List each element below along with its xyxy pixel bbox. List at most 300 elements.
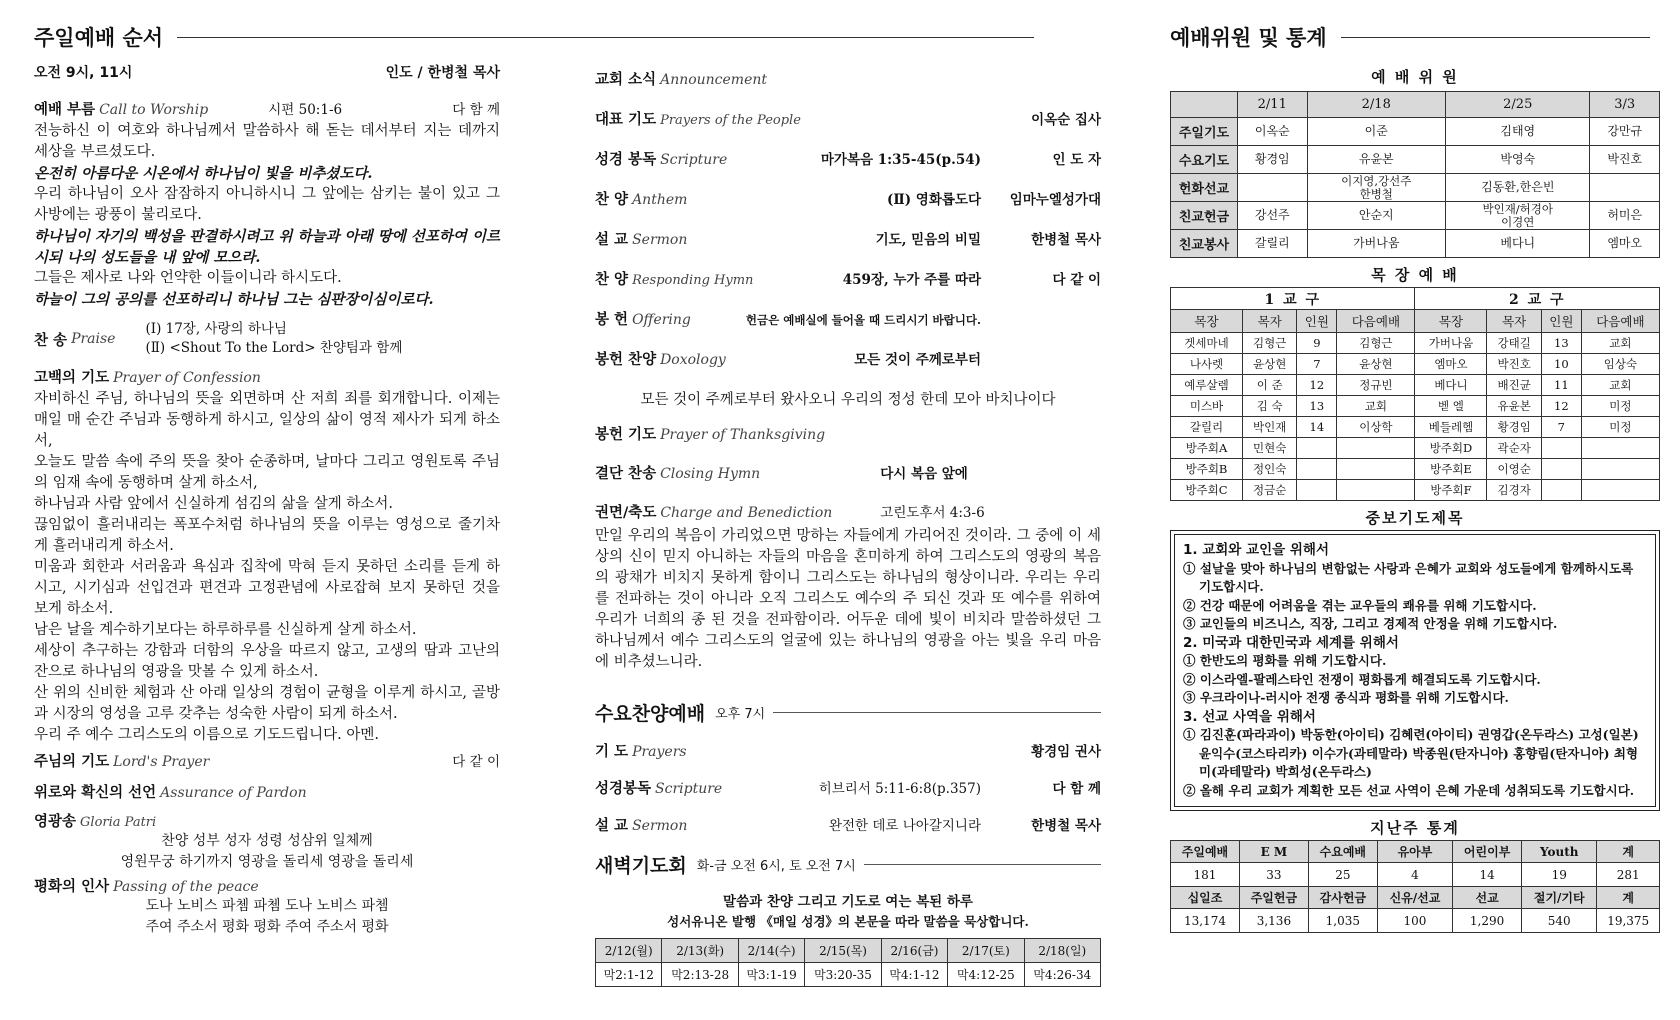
pastoral-cell: 정규빈 [1337,375,1415,396]
committee-member: 엠마오 [1590,230,1660,258]
pastoral-cell [1541,480,1581,501]
pastoral-cell: 나사렛 [1171,354,1243,375]
stats-label: 계 [1597,841,1660,863]
order-item [595,268,1101,289]
wednesday-item-who: 한병철 목사 [1031,818,1101,834]
stats-value: 3,136 [1239,909,1308,933]
pastoral-cell: 방주회B [1171,459,1243,480]
stats-value: 181 [1171,863,1240,887]
order-item-label: 설 교 [595,232,629,248]
committee-row [1171,202,1660,230]
stats-label: 수요예배 [1308,841,1377,863]
praise-row [34,320,500,358]
wednesday-item-detail: 히브리서 5:11-6:8(p.357) [818,781,981,797]
prayer-item: ③ 우크라이나-러시아 전쟁 종식과 평화를 위해 기도합시다. [1183,690,1509,705]
peace-line-2: 주여 주소서 평화 평화 주여 주소서 평화 [145,919,389,935]
order-item-eng: Sermon [632,232,688,248]
order-item-label: 봉헌 찬양 [595,352,657,368]
call-who: 다 함 께 [452,102,500,118]
prayer-list [1174,534,1656,807]
pastoral-row [1171,480,1660,501]
pastoral-cell: 10 [1541,354,1581,375]
pastoral-cell: 이영순 [1487,459,1541,480]
stats-value: 14 [1453,863,1522,887]
wednesday-item-who: 다 함 께 [1052,781,1101,797]
thanksgiving-row [595,423,1101,444]
committee-row [1171,174,1660,202]
confession-line: 오늘도 말씀 속에 주의 뜻을 찾아 순종하며, 날마다 그리고 영원토록 주님의 임재 속에 동행하며 살게 하소서, [34,454,500,491]
order-item [595,108,1101,129]
confession-line: 끊임없이 흘러내리는 폭포수처럼 하나님의 뜻을 이루는 영성으로 줄기차게 흘러내리게 하소서. [34,517,500,554]
prayer-item: ② 올해 우리 교회가 계획한 모든 선교 사역이 은혜 가운데 성취되도록 기도합시다. [1183,782,1635,798]
dawn-note: 성서유니온 발행 《매일 성경》의 본문을 따라 말씀을 묵상합니다. [667,914,1029,929]
dawn-ref: 막3:20-35 [805,963,881,987]
committee-member: 박인재/허경아 이경연 [1446,202,1590,230]
stats-table [1170,840,1660,933]
order-item-detail: 459장, 누가 주를 따라 [842,272,981,288]
stats-label: 주일예배 [1171,841,1240,863]
pastoral-cell: 임상숙 [1581,354,1659,375]
committee-header [1171,92,1660,118]
committee-member: 안순지 [1307,202,1446,230]
stats-caption: 지난주 통계 [1370,819,1460,837]
page-title: 주일예배 순서 [34,26,164,50]
attendance-header [1171,841,1660,863]
order-item-who: 이옥순 집사 [1031,112,1101,128]
committee-member: 이지영,강선주 한병철 [1307,174,1446,202]
order-items [595,68,1101,369]
praise-label: 찬 송 [34,332,68,349]
dawn-refs-row [596,963,1101,987]
order-item-eng: Doxology [660,352,726,368]
dawn-prayer-title [595,851,1101,878]
pastoral-cell: 갈릴리 [1171,417,1243,438]
pastoral-cell [1297,459,1337,480]
dawn-time: 화-금 오전 6시, 토 오전 7시 [696,859,856,874]
pastoral-cell: 김형근 [1337,333,1415,354]
stats-label: Youth [1522,841,1597,863]
confession-line: 하나님과 사람 앞에서 신실하게 섬김의 삶을 살게 하소서. [34,496,394,512]
prayer-heading: 1. 교회와 교인을 위해서 [1183,542,1329,558]
pastoral-col: 목장 [1171,310,1243,333]
pastoral-cell: 민현숙 [1243,438,1297,459]
thanksgiving-label: 봉헌 기도 [595,427,657,443]
wednesday-item-eng: Scripture [655,781,723,797]
order-item-label: 찬 양 [595,272,629,288]
assurance-eng: Assurance of Pardon [160,785,307,801]
wednesday-item-eng: Prayers [632,744,687,760]
pastoral-cell: 12 [1541,396,1581,417]
dawn-date: 2/18(일) [1024,939,1100,963]
pastoral-cell: 13 [1541,333,1581,354]
prayer-item: ① 김진훈(파라과이) 박동한(아이티) 김혜련(아이티) 권영갑(온두라스) 고성(일본) 윤익수(코스타리카) 이수가(과테말라) 박종원(탄자니아) 홍향림(탄자니아) 최형미(과테말라) 박희성(온두라스) [1183,727,1639,779]
pastoral-cell: 교회 [1337,396,1415,417]
order-item-detail: 마가복음 1:35-45(p.54) [820,152,981,168]
order-item-label: 대표 기도 [595,112,657,128]
dawn-ref: 막2:1-12 [596,963,662,987]
committee-member: 이옥순 [1238,118,1308,146]
pastoral-cell [1337,459,1415,480]
peace-label: 평화의 인사 [34,879,110,895]
order-item [595,68,1101,89]
committee-member: 김동환,한은빈 [1446,174,1590,202]
committee-role: 주일기도 [1171,118,1238,146]
pastoral-row [1171,438,1660,459]
left-column [34,62,500,938]
dawn-ref: 막2:13-28 [662,963,738,987]
offering-values [1171,909,1660,933]
committee-role: 헌화선교 [1171,174,1238,202]
pastoral-cell: 윤상현 [1337,354,1415,375]
wednesday-item-label: 설 교 [595,818,629,834]
pastoral-cell: 박진호 [1487,354,1541,375]
committee-row [1171,146,1660,174]
closing-eng: Closing Hymn [660,466,761,482]
right-title-rule [1341,37,1650,38]
pastoral-cell: 유윤본 [1487,396,1541,417]
wednesday-time: 오후 7시 [715,707,766,722]
call-line: 우리 하나님이 오사 잠잠하지 아니하시니 그 앞에는 삼키는 불이 있고 그 사방에는 광풍이 불리로다. [34,186,500,223]
pastoral-row [1171,354,1660,375]
pastoral-cell [1581,480,1659,501]
pastoral-cell: 미정 [1581,417,1659,438]
confession-line: 산 위의 신비한 체험과 산 아래 일상의 경험이 균형을 이루게 하시고, 골방과 시장의 영성을 고루 갖추는 성숙한 사람이 되게 하소서. [34,685,500,722]
gloria-line-2: 영원무궁 하기까지 영광을 돌리세 영광을 돌리세 [120,854,414,870]
benediction-text: 만일 우리의 복음이 가리었으면 망하는 자들에게 가리어진 것이라. 그 중에 이 세상의 신이 믿지 아니하는 자들의 마음을 혼미하게 하여 그리스도의 영광의 복음의 광채가 비치지 못하게 함이니 그리스도는 하나님의 형상이니라. 우리는 우리를 전파하는 것이 아니라 오직 그리스도 예수의 주 되신 것과 또 예수를 위하여 우리가 너희의 종 된 것을 전파함이라. 어두운 데에 빛이 비치라 말씀하셨던 그 하나님께서 예수 그리스도의 얼굴에 있는 하나님의 영광을 아는 빛을 우리 마음에 비추셨느니라. [595,528,1102,670]
stats-value: 1,290 [1453,909,1522,933]
pastoral-cell [1541,459,1581,480]
order-item [595,188,1101,209]
call-line: 하나님이 자기의 백성을 판결하시려고 위 하늘과 아래 땅에 선포하여 이르시되 나의 성도들을 내 앞에 모으라. [34,228,500,266]
dawn-rule [864,864,1101,865]
pastoral-cell: 겟세마네 [1171,333,1243,354]
pastoral-body [1171,333,1660,501]
benediction-label: 권면/축도 [595,505,657,521]
committee-stats-title [1170,22,1650,52]
pastoral-cell: 교회 [1581,375,1659,396]
pastoral-cell: 베다니 [1415,375,1487,396]
dawn-ref: 막4:26-34 [1024,963,1100,987]
order-item-label: 찬 양 [595,192,629,208]
pastoral-cell: 미정 [1581,396,1659,417]
pastoral-cell: 정금순 [1243,480,1297,501]
pastoral-cell: 베들레헴 [1415,417,1487,438]
pastoral-col: 다음예배 [1337,310,1415,333]
pastoral-row [1171,375,1660,396]
dawn-date: 2/15(목) [805,939,881,963]
prayer-item: ② 건강 때문에 어려움을 겪는 교우들의 쾌유를 위해 기도합시다. [1183,597,1537,613]
confession-line: 자비하신 주님, 하나님의 뜻을 외면하며 산 저희 죄를 회개합니다. 이제는 매일 매 순간 주님과 동행하게 하시고, 일상의 삶이 영적 제사가 되게 하소서, [34,391,500,449]
dawn-date: 2/17(토) [948,939,1024,963]
committee-role: 친교헌금 [1171,202,1238,230]
order-item-label: 교회 소식 [595,72,657,88]
prayer-item: ① 한반도의 평화를 위해 기도합시다. [1183,653,1387,668]
committee-member [1590,174,1660,202]
pastoral-cell: 박인재 [1243,417,1297,438]
stats-label: 신유/선교 [1377,887,1452,909]
pastoral-cell: 9 [1297,333,1337,354]
pastoral-row [1171,333,1660,354]
stats-value: 19,375 [1597,909,1660,933]
order-item-eng: Scripture [660,152,728,168]
pastoral-col: 다음예배 [1581,310,1659,333]
committee-member: 박진호 [1590,146,1660,174]
pastoral-table [1170,287,1660,501]
committee-row [1171,118,1660,146]
committee-member: 박영숙 [1446,146,1590,174]
order-item [595,308,1101,329]
service-leader: 인도 / 한병철 목사 [385,65,500,81]
right-title: 예배위원 및 통계 [1170,26,1327,50]
pastoral-cell: 방주회C [1171,480,1243,501]
stats-value: 33 [1239,863,1308,887]
order-item [595,228,1101,249]
pastoral-col: 인원 [1297,310,1337,333]
pastoral-cell: 교회 [1581,333,1659,354]
pastoral-cell: 7 [1297,354,1337,375]
order-item-who: 인 도 자 [1052,152,1101,168]
pastoral-cell: 강태길 [1487,333,1541,354]
pastoral-cell [1337,438,1415,459]
pastoral-col: 인원 [1541,310,1581,333]
dawn-dates-row [596,939,1101,963]
committee-member: 강선주 [1238,202,1308,230]
pastoral-cell [1581,459,1659,480]
call-ref: 시편 50:1-6 [268,102,343,118]
pastoral-cell: 황경임 [1487,417,1541,438]
district-2: 2 교 구 [1415,288,1660,310]
pastoral-cell: 미스바 [1171,396,1243,417]
order-item-detail: (Ⅱ) 영화롭도다 [886,192,981,208]
pastoral-cell: 12 [1297,375,1337,396]
committee-member: 허미은 [1590,202,1660,230]
wednesday-item-who: 황경임 권사 [1031,744,1101,760]
pastoral-cell [1581,438,1659,459]
wednesday-item [595,814,1101,835]
pastoral-cell: 이 준 [1243,375,1297,396]
pastoral-cell [1541,438,1581,459]
order-of-worship-title [34,22,1034,52]
praise-hymn-2: (Ⅱ) <Shout To the Lord> 찬양팀과 함께 [145,340,403,356]
order-item-eng: Responding Hymn [632,273,754,288]
order-item-eng: Offering [632,312,691,328]
prayer-item: ③ 교인들의 비즈니스, 직장, 그리고 경제적 안정을 위해 기도합시다. [1183,616,1558,631]
pastoral-cell: 14 [1297,417,1337,438]
committee-member: 베다니 [1446,230,1590,258]
gloria-line-1: 찬양 성부 성자 성령 성삼위 일체께 [161,833,373,849]
stats-label: 계 [1597,887,1660,909]
dawn-date: 2/13(화) [662,939,738,963]
peace-line-1: 도나 노비스 파쳄 파쳄 도나 노비스 파쳄 [145,898,389,914]
pastoral-cell: 벧 엘 [1415,396,1487,417]
wednesday-item-label: 기 도 [595,744,629,760]
order-item-who: 다 같 이 [1052,272,1101,288]
gloria-lyrics [34,831,500,873]
committee-member: 김태영 [1446,118,1590,146]
pastoral-cell: 가버나움 [1415,333,1487,354]
committee-member: 황경임 [1238,146,1308,174]
confession-line: 남은 날을 계수하기보다는 하루하루를 신실하게 살게 하소서. [34,622,417,638]
lords-prayer-row [34,750,500,771]
committee-member: 갈릴리 [1238,230,1308,258]
peace-lyrics [34,896,500,938]
stats-value: 100 [1377,909,1452,933]
stats-value: 13,174 [1171,909,1240,933]
stats-value: 540 [1522,909,1597,933]
committee-date: 2/18 [1307,92,1446,118]
stats-value: 19 [1522,863,1597,887]
wednesday-service-title [595,699,1101,726]
pastoral-cell: 엠마오 [1415,354,1487,375]
pastoral-cell: 김경자 [1487,480,1541,501]
confession-prayer [34,389,500,746]
committee-caption: 예 배 위 원 [1371,68,1459,86]
confession-line: 우리 주 예수 그리스도의 이름으로 기도드립니다. 아멘. [34,727,380,743]
committee-member: 가버나움 [1307,230,1446,258]
call-eng: Call to Worship [99,102,209,118]
pastoral-cell: 김형근 [1243,333,1297,354]
benediction-ref: 고린도후서 4:3-6 [880,505,985,521]
committee-table [1170,91,1660,258]
stats-label: 유아부 [1377,841,1452,863]
lords-eng: Lord's Prayer [113,754,210,770]
lords-who: 다 같 이 [452,754,500,770]
order-item-eng: Announcement [660,72,768,88]
pastoral-cell: 배진균 [1487,375,1541,396]
order-item-detail: 헌금은 예배실에 들어올 때 드리시기 바랍니다. [745,313,981,327]
stats-value: 4 [1377,863,1452,887]
order-item-detail: 기도, 믿음의 비밀 [875,232,981,248]
pastoral-caption: 목 장 예 배 [1371,266,1459,284]
closing-label: 결단 찬송 [595,466,657,482]
pastoral-cell: 방주회E [1415,459,1487,480]
order-item-who: 한병철 목사 [1031,232,1101,248]
committee-member: 이준 [1307,118,1446,146]
pastoral-group-row [1171,288,1660,310]
prayer-caption: 중보기도제목 [1365,509,1465,527]
committee-date: 2/25 [1446,92,1590,118]
praise-hymns [145,320,402,358]
pastoral-header [1171,310,1660,333]
pastoral-col: 목자 [1487,310,1541,333]
wednesday-item [595,777,1101,798]
committee-body [1171,118,1660,258]
order-item [595,348,1101,369]
pastoral-cell: 방주회D [1415,438,1487,459]
confession-row [34,366,500,387]
pastoral-row [1171,417,1660,438]
dawn-date: 2/12(월) [596,939,662,963]
wednesday-item-eng: Sermon [632,818,688,834]
order-item-detail: 모든 것이 주께로부터 [854,352,981,368]
gloria-eng: Gloria Patri [80,815,157,830]
pastoral-cell: 곽순자 [1487,438,1541,459]
prayer-box [1170,530,1660,811]
thanksgiving-eng: Prayer of Thanksgiving [660,427,826,443]
committee-member [1238,174,1308,202]
pastoral-row [1171,459,1660,480]
peace-eng: Passing of the peace [113,879,259,895]
call-responsive-reading [34,121,500,310]
committee-role: 친교봉사 [1171,230,1238,258]
committee-date: 2/11 [1238,92,1308,118]
service-time: 오전 9시, 11시 [34,65,133,81]
doxology-lyrics: 모든 것이 주께로부터 왔사오니 우리의 정성 한데 모아 바치나이다 [640,392,1056,408]
middle-column [595,68,1101,987]
dawn-ref: 막3:1-19 [738,963,804,987]
wednesday-rule [773,712,1101,713]
confession-line: 세상이 추구하는 강함과 더함의 우상을 따르지 않고, 고생의 땀과 고난의 잔으로 하나님의 영광을 맛볼 수 있게 하소서. [34,643,500,680]
call-line: 전능하신 이 여호와 하나님께서 말씀하사 해 돋는 데서부터 지는 데까지 세상을 부르셨도다. [34,123,500,160]
pastoral-cell [1297,438,1337,459]
stats-value: 1,035 [1308,909,1377,933]
committee-member: 유윤본 [1307,146,1446,174]
stats-label: 선교 [1453,887,1522,909]
gloria-row [34,810,500,831]
prayer-item: ② 이스라엘-팔레스타인 전쟁이 평화롭게 해결되도록 기도합시다. [1183,671,1541,687]
service-time-row [34,62,500,82]
dawn-date: 2/16(금) [881,939,947,963]
pastoral-cell: 예루살렘 [1171,375,1243,396]
dawn-ref: 막4:12-25 [948,963,1024,987]
closing-title: 다시 복음 앞에 [880,466,968,482]
offering-header [1171,887,1660,909]
pastoral-cell: 정인숙 [1243,459,1297,480]
stats-label: 감사헌금 [1308,887,1377,909]
order-item-who: 임마누엘성가대 [1009,192,1101,208]
lords-label: 주님의 기도 [34,754,110,770]
pastoral-cell: 방주회A [1171,438,1243,459]
pastoral-cell: 11 [1541,375,1581,396]
pastoral-cell [1337,480,1415,501]
praise-eng: Praise [71,331,116,347]
benediction-eng: Charge and Benediction [660,505,833,521]
pastoral-cell: 방주회F [1415,480,1487,501]
call-line: 온전히 아름다운 시온에서 하나님이 빛을 비추셨도다. [34,165,373,182]
prayer-heading: 3. 선교 사역을 위해서 [1183,708,1316,725]
committee-role: 수요기도 [1171,146,1238,174]
dawn-date: 2/14(수) [738,939,804,963]
peace-row [34,875,500,896]
call-to-worship-row [34,98,500,119]
stats-label: 어린이부 [1453,841,1522,863]
wednesday-items [595,740,1101,835]
pastoral-col: 목장 [1415,310,1487,333]
order-item-label: 봉 헌 [595,312,629,328]
closing-hymn-row [595,462,1101,483]
committee-member: 강만규 [1590,118,1660,146]
stats-label: 주일헌금 [1239,887,1308,909]
district-1: 1 교 구 [1171,288,1415,310]
assurance-label: 위로와 확신의 선언 [34,785,157,801]
dawn-ref: 막4:1-12 [881,963,947,987]
confession-eng: Prayer of Confession [113,370,261,386]
committee-row [1171,230,1660,258]
call-label: 예배 부름 [34,102,96,118]
order-item-eng: Prayers of the People [660,113,801,128]
pastoral-cell: 이상학 [1337,417,1415,438]
committee-corner [1171,92,1238,118]
prayer-heading: 2. 미국과 대한민국과 세계를 위해서 [1183,634,1399,651]
wednesday-item [595,740,1101,761]
stats-value: 25 [1308,863,1377,887]
pastoral-col: 목자 [1243,310,1297,333]
benediction-row [595,501,1101,522]
attendance-values [1171,863,1660,887]
pastoral-cell: 김 숙 [1243,396,1297,417]
pastoral-row [1171,396,1660,417]
stats-label: E M [1239,841,1308,863]
